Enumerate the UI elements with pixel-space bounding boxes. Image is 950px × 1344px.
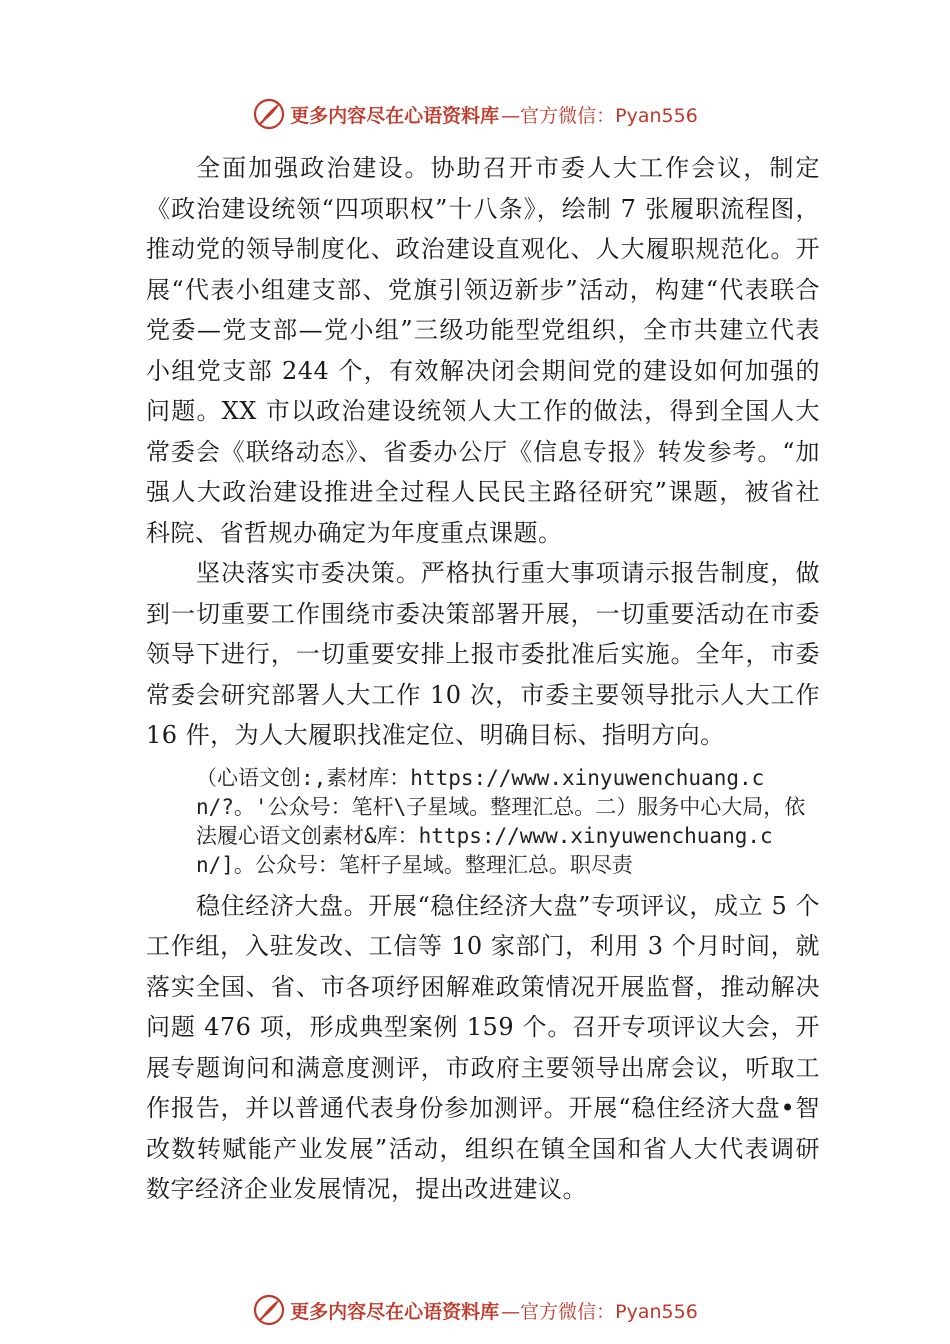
quill-logo-icon: [252, 1293, 286, 1327]
footer-banner-title: 更多内容尽在心语资料库: [290, 1300, 500, 1323]
footer-banner: [0, 1290, 950, 1330]
document-body: [146, 148, 820, 1210]
header-banner-wechat: —官方微信：Pyan556: [501, 104, 698, 127]
header-banner-title: 更多内容尽在心语资料库: [290, 104, 500, 127]
footer-banner-wechat: —官方微信：Pyan556: [501, 1300, 698, 1323]
source-note: （心语文创:,素材库：https://www.xinyuwenchuang.cn/?。'公众号：笔杆\子星域。整理汇总。二）服务中心大局，依法履心语文创素材&库：https://www.xinyuwenchuang.cn/]。公众号：笔杆子星域。整理汇总。职尽责: [196, 765, 806, 877]
paragraph-implement-decisions: 坚决落实市委决策。严格执行重大事项请示报告制度，做到一切重要工作围绕市委决策部署开展，一切重要活动在市委领导下进行，一切重要安排上报市委批准后实施。全年，市委常委会研究部署人大工作 10 次，市委主要领导批示人大工作 16 件，为人大履职找准定位、明确目标、指明方向。: [146, 559, 820, 749]
header-banner: [0, 94, 950, 134]
paragraph-political-construction: 全面加强政治建设。协助召开市委人大工作会议，制定《政治建设统领“四项职权”十八条》，绘制 7 张履职流程图，推动党的领导制度化、政治建设直观化、人大履职规范化。开展“代表小组建支部、党旗引领迈新步”活动，构建“代表联合党委—党支部—党小组”三级功能型党组织，全市共建立代表小组党支部 244 个，有效解决闭会期间党的建设如何加强的问题。XX 市以政治建设统领人大工作的做法，得到全国人大常委会《联络动态》、省委办公厅《信息专报》转发参考。“加强人大政治建设推进全过程人民民主路径研究”课题，被省社科院、省哲规办确定为年度重点课题。: [146, 154, 820, 547]
paragraph-stabilize-economy: 稳住经济大盘。开展“稳住经济大盘”专项评议，成立 5 个工作组，入驻发改、工信等 10 家部门，利用 3 个月时间，就落实全国、省、市各项纾困解难政策情况开展监督，推动解决问题 476 项，形成典型案例 159 个。召开专项评议大会，开展专题询问和满意度测评，市政府主要领导出席会议，听取工作报告，并以普通代表身份参加测评。开展“稳住经济大盘•智改数转赋能产业发展”活动，组织在镇全国和省人大代表调研数字经济企业发展情况，提出改进建议。: [146, 891, 820, 1203]
quill-logo-icon: [252, 97, 286, 131]
